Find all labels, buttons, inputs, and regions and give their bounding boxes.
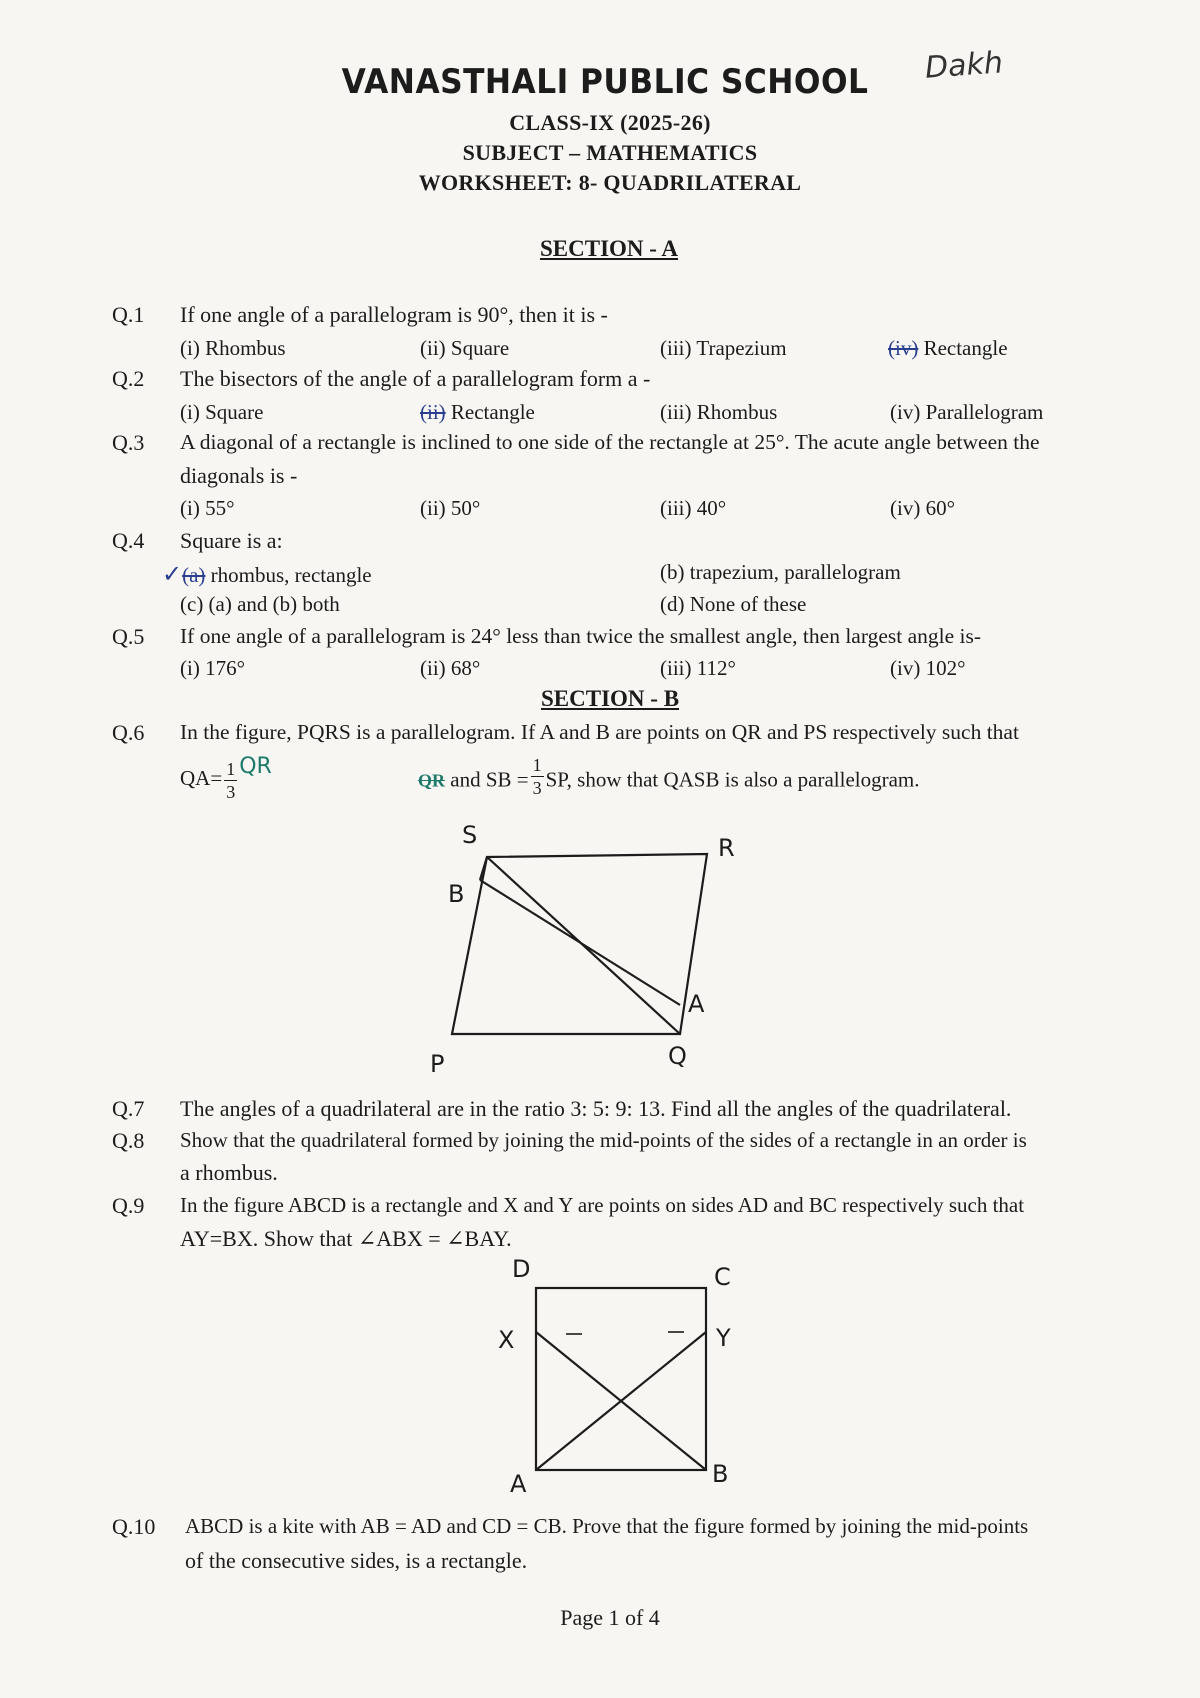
q1-option-2: (ii) Square <box>420 336 510 360</box>
q1-option-4-label: Rectangle <box>923 336 1008 360</box>
q6-handwritten-qr: QR <box>239 754 272 779</box>
q9-number: Q.9 <box>112 1193 145 1218</box>
q9-text: In the figure ABCD is a rectangle and X and Y are points on sides AD and BC respectively such that <box>180 1193 1025 1217</box>
q8-text-line2: a rhombus. <box>180 1160 278 1185</box>
label-a: A <box>688 990 705 1018</box>
q1-option-4-marked-number: (iv) <box>888 336 919 360</box>
q4-option-a-label: rhombus, rectangle <box>210 563 372 587</box>
q8-text: Show that the quadrilateral formed by joining the mid-points of the sides of a rectangle in an order is <box>180 1128 1027 1152</box>
q6-fraction-1-numerator: 1 <box>226 758 236 779</box>
q7-text: The angles of a quadrilateral are in the ratio 3: 5: 9: 13. Find all the angles of the quadrilateral. <box>180 1096 1012 1121</box>
q6-parallelogram-figure <box>452 854 707 1034</box>
q2-option-2-label: Rectangle <box>450 400 535 424</box>
label-d: D <box>512 1255 531 1283</box>
subject-line: SUBJECT – MATHEMATICS <box>462 140 758 165</box>
label-s: S <box>462 821 478 849</box>
label-r: R <box>718 834 735 862</box>
school-name: VANASTHALI PUBLIC SCHOOL <box>341 62 869 102</box>
q6-scribbled-qr: QR <box>418 770 445 791</box>
q2-option-2-marked-number: (ii) <box>420 400 446 424</box>
q4-option-b: (b) trapezium, parallelogram <box>660 560 901 584</box>
q3-option-4: (iv) 60° <box>890 496 955 520</box>
q1-number: Q.1 <box>112 302 145 327</box>
q6-text-tail: SP, show that QASB is also a parallelogram. <box>545 767 920 792</box>
q3-option-2: (ii) 50° <box>420 496 481 520</box>
q1-text: If one angle of a parallelogram is 90°, then it is - <box>180 302 608 327</box>
q4-option-a-marked-letter: (a) <box>182 563 206 587</box>
q5-option-2: (ii) 68° <box>420 656 481 680</box>
q6-fraction-2-denominator: 3 <box>532 778 542 798</box>
q3-option-3: (iii) 40° <box>660 496 727 520</box>
q4-option-d: (d) None of these <box>660 592 807 616</box>
q3-option-1: (i) 55° <box>180 496 235 520</box>
q2-option-1: (i) Square <box>180 400 264 424</box>
worksheet-title: WORKSHEET: 8- QUADRILATERAL <box>418 170 802 195</box>
section-a-heading: SECTION - A <box>540 236 679 261</box>
handwritten-signature: Dakh <box>923 45 1005 86</box>
q9-text-line2: AY=BX. Show that ∠ABX = ∠BAY. <box>180 1226 512 1251</box>
q6-number: Q.6 <box>112 720 145 745</box>
rectangle-abcd <box>536 1288 706 1470</box>
q1-option-1: (i) Rhombus <box>180 336 286 360</box>
q5-option-3: (iii) 112° <box>660 656 736 680</box>
q5-text: If one angle of a parallelogram is 24° less than twice the smallest angle, then largest angle is- <box>180 624 982 648</box>
q2-number: Q.2 <box>112 366 145 391</box>
label-x: X <box>498 1326 515 1354</box>
section-b-heading: SECTION - B <box>541 686 680 711</box>
q6-fraction-2-numerator: 1 <box>532 755 542 775</box>
q2-text: The bisectors of the angle of a parallelogram form a - <box>180 366 651 391</box>
parallelogram-pqrs <box>452 854 707 1034</box>
q6-fraction-1-denominator: 3 <box>226 781 236 802</box>
q5-number: Q.5 <box>112 624 145 649</box>
segment-ba <box>480 880 680 1005</box>
label-p: P <box>430 1050 445 1078</box>
label-c: C <box>714 1263 731 1291</box>
q1-option-3: (iii) Trapezium <box>660 336 787 360</box>
q4-number: Q.4 <box>112 528 145 553</box>
q2-option-3: (iii) Rhombus <box>660 400 778 424</box>
q10-number: Q.10 <box>112 1514 156 1539</box>
q5-option-1: (i) 176° <box>180 656 245 680</box>
label-y: Y <box>716 1324 731 1352</box>
label-b9: B <box>712 1460 729 1488</box>
q2-option-4: (iv) Parallelogram <box>890 400 1044 424</box>
check-mark-icon: ✓ <box>162 562 183 588</box>
q3-number: Q.3 <box>112 430 145 455</box>
label-b: B <box>448 880 465 908</box>
class-line: CLASS-IX (2025-26) <box>509 110 711 135</box>
q6-sb-label: and SB = <box>450 767 529 792</box>
q6-qa-label: QA= <box>180 766 223 790</box>
q8-number: Q.8 <box>112 1128 145 1153</box>
q4-option-c: (c) (a) and (b) both <box>180 592 340 616</box>
q6-text: In the figure, PQRS is a parallelogram. If A and B are points on QR and PS respectively such that <box>180 720 1019 744</box>
page-number: Page 1 of 4 <box>560 1605 660 1630</box>
q6-figure-labels <box>430 821 735 1078</box>
label-a9: A <box>510 1470 527 1498</box>
label-q: Q <box>668 1042 687 1070</box>
q3-text-line2: diagonals is - <box>180 463 298 488</box>
q7-number: Q.7 <box>112 1096 145 1121</box>
q9-rectangle-figure <box>536 1288 706 1470</box>
q3-text: A diagonal of a rectangle is inclined to one side of the rectangle at 25°. The acute angle between the <box>180 430 1040 454</box>
q10-text-line2: of the consecutive sides, is a rectangle. <box>185 1548 528 1573</box>
q10-text: ABCD is a kite with AB = AD and CD = CB. Prove that the figure formed by joining the mid-points <box>185 1514 1029 1538</box>
q4-text: Square is a: <box>180 528 283 553</box>
q5-option-4: (iv) 102° <box>890 656 966 680</box>
